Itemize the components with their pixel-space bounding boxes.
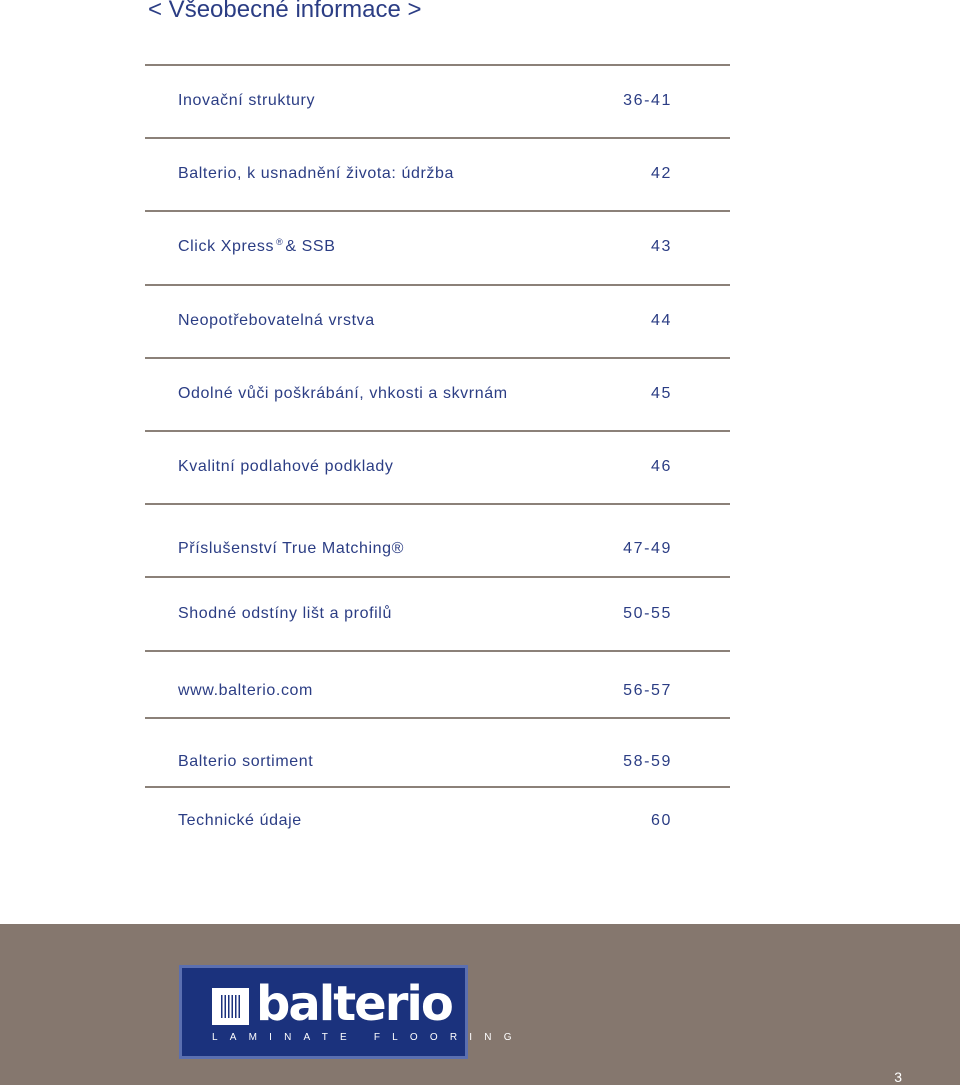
divider: [145, 650, 730, 652]
logo-mark-icon: [212, 988, 249, 1025]
page-number: 3: [894, 1069, 902, 1085]
toc-row[interactable]: [178, 538, 672, 560]
page-title: < Všeobecné informace >: [148, 0, 422, 23]
toc-row[interactable]: [178, 751, 672, 773]
toc-page-number: 47-49: [623, 540, 672, 557]
toc-label-main: Click Xpress: [178, 238, 275, 255]
toc-page-number: 56-57: [623, 682, 672, 699]
toc-page-number: 44: [651, 312, 672, 329]
divider: [145, 576, 730, 578]
divider: [145, 64, 730, 66]
toc-row[interactable]: [178, 163, 672, 185]
toc-row[interactable]: [178, 603, 672, 625]
toc-label: [178, 236, 335, 258]
divider: [145, 137, 730, 139]
toc-label: Neopotřebovatelná vrstva: [178, 312, 375, 329]
toc-label-suffix: & SSB: [285, 238, 336, 255]
divider: [145, 284, 730, 286]
toc-label: www.balterio.com: [178, 682, 313, 699]
toc-row[interactable]: [178, 90, 672, 112]
toc-label: Balterio sortiment: [178, 753, 314, 770]
toc-label: Příslušenství True Matching®: [178, 540, 405, 557]
toc-label: Kvalitní podlahové podklady: [178, 458, 394, 475]
toc-label: Technické údaje: [178, 812, 302, 829]
balterio-logo: [179, 965, 524, 1059]
toc-row[interactable]: [178, 456, 672, 478]
toc-row[interactable]: [178, 383, 672, 405]
toc-page-number: 46: [651, 458, 672, 475]
toc-page-number: 36-41: [623, 92, 672, 109]
toc-label: Odolné vůči poškrábání, vhkosti a skvrnám: [178, 385, 508, 402]
registered-mark: ®: [276, 236, 284, 247]
footer-band: [0, 924, 960, 1085]
toc-page-number: 58-59: [623, 753, 672, 770]
toc-row[interactable]: [178, 236, 672, 258]
divider: [145, 357, 730, 359]
toc-label: Balterio, k usnadnění života: údržba: [178, 165, 454, 182]
divider: [145, 786, 730, 788]
logo-bars: [221, 995, 240, 1018]
divider: [145, 503, 730, 505]
toc-page-number: 45: [651, 385, 672, 402]
toc-label: Inovační struktury: [178, 92, 316, 109]
toc-row[interactable]: [178, 310, 672, 332]
logo-tagline: LAMINATE FLOORING: [212, 1032, 524, 1043]
toc-page-number: 50-55: [623, 605, 672, 622]
toc-page-number: 60: [651, 812, 672, 829]
toc-label: Shodné odstíny lišt a profilů: [178, 605, 392, 622]
toc-page-number: 43: [651, 238, 672, 255]
divider: [145, 430, 730, 432]
divider: [145, 210, 730, 212]
logo-wordmark: balterio: [256, 976, 452, 1032]
toc-row[interactable]: [178, 680, 672, 702]
toc-page-number: 42: [651, 165, 672, 182]
toc-row[interactable]: [178, 810, 672, 832]
divider: [145, 717, 730, 719]
